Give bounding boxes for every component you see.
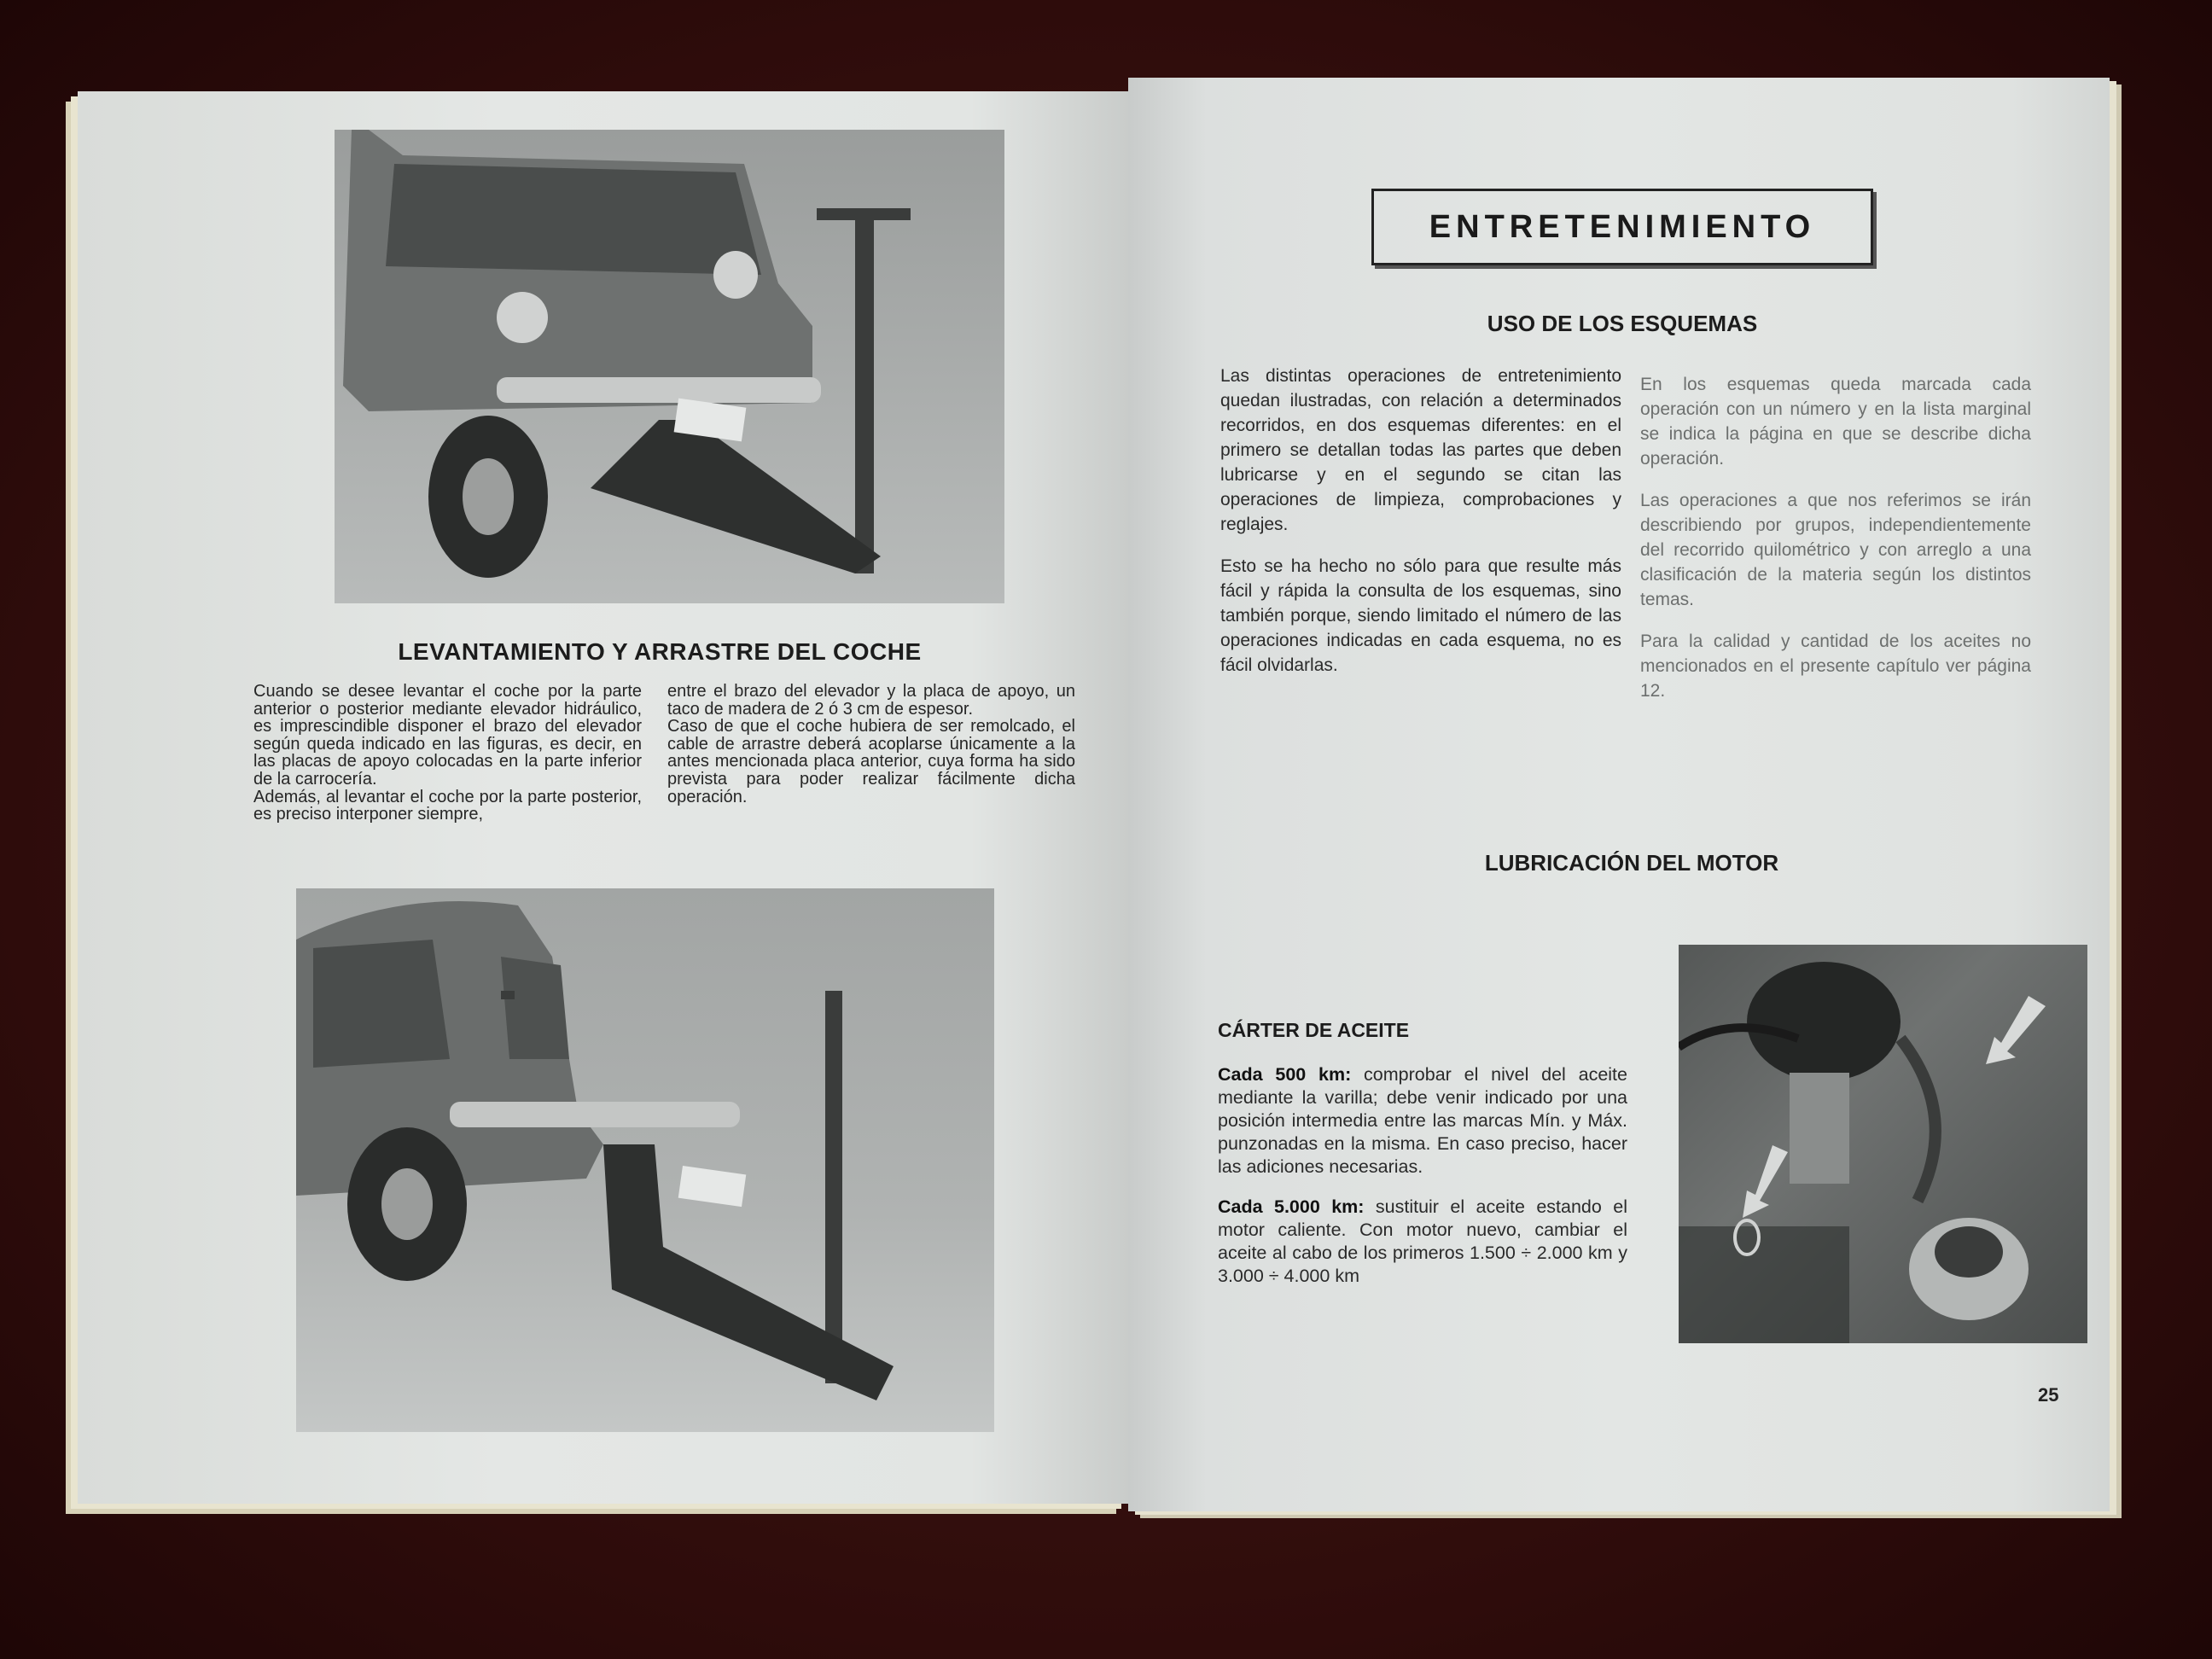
photo-car-rear-lifted (296, 888, 994, 1432)
carter-text (1218, 1063, 1627, 1305)
section-title-levantamiento: LEVANTAMIENTO Y ARRASTRE DEL COCHE (398, 638, 922, 665)
left-text-column-2 (667, 683, 1075, 806)
paragraph: En los esquemas queda marcada cada operación con un número y en la lista marginal se indica la página en que se describe dicha operación. (1640, 375, 2031, 469)
paragraph: Caso de que el coche hubiera de ser remolcado, el cable de arrastre deberá acoplarse únicamente a la antes mencionada placa anterior, cuya forma ha sido prevista para poder realizar fácilmente dicha operación. (667, 717, 1075, 806)
paragraph: Para la calidad y cantidad de los aceites no mencionados en el presente capítulo ver página 12. (1640, 632, 2031, 701)
car-front-illustration (335, 130, 1004, 603)
paragraph: Esto se ha hecho no sólo para que resulte más fácil y rápida la consulta de los esquemas, sino también porque, siendo limitado el número de las operaciones indicadas en cada esquema, no es fácil olvidarlas. (1220, 556, 1621, 675)
text-500km: comprobar el nivel del aceite mediante la varilla; debe venir indicado por una posición intermedia entre las marcas Mín. y Máx. punzonadas en la misma. En caso preciso, hacer las adiciones necesarias. (1218, 1064, 1627, 1177)
paragraph-500km (1218, 1063, 1627, 1179)
right-text-column-2 (1640, 372, 2031, 720)
engine-illustration (1679, 945, 2087, 1343)
subsection-title-carter: CÁRTER DE ACEITE (1218, 1019, 1410, 1041)
label-5000km: Cada 5.000 km: (1218, 1196, 1365, 1217)
paragraph: Las distintas operaciones de entretenimiento quedan ilustradas, con relación a determinados recorridos, en dos esquemas diferentes: en el primero se detallan todas las partes que deben lubricarse y en el segundo se citan las operaciones de limpieza, comprobaciones y reglajes. (1220, 366, 1621, 534)
paragraph-5000km (1218, 1196, 1627, 1288)
car-rear-illustration (296, 888, 994, 1432)
section-title-uso-esquemas: USO DE LOS ESQUEMAS (1487, 311, 1758, 336)
photo-engine (1679, 945, 2087, 1343)
arrow-icon (1986, 996, 2046, 1064)
photo-car-front-lifted (335, 130, 1004, 603)
page-number: 25 (2038, 1384, 2059, 1406)
chapter-title-box (1371, 189, 1873, 265)
paragraph: Cuando se desee levantar el coche por la parte anterior o posterior mediante elevador hidráulico, es imprescindible disponer el brazo del elevador según queda indicado en las figuras, es decir, en las placas de apoyo colocadas en la parte inferior de la carrocería. (253, 682, 642, 789)
paragraph: Las operaciones a que nos referimos se irán describiendo por grupos, independientemente del recorrido quilométrico y con arreglo a una clasificación de la materia según los distintos temas. (1640, 491, 2031, 609)
label-500km: Cada 500 km: (1218, 1064, 1352, 1085)
chapter-title: ENTRETENIMIENTO (1429, 209, 1816, 245)
arrow-icon (1743, 1145, 1788, 1218)
text-5000km: sustituir el aceite estando el motor caliente. Con motor nuevo, cambiar el aceite al cabo de los primeros 1.500 ÷ 2.000 km y 3.000 ÷ 4.000 km (1218, 1196, 1628, 1286)
right-text-column-1 (1220, 364, 1621, 695)
section-title-lubricacion: LUBRICACIÓN DEL MOTOR (1484, 850, 1779, 876)
left-text-column-1 (253, 683, 642, 824)
paragraph: entre el brazo del elevador y la placa de apoyo, un taco de madera de 2 ó 3 cm de espesor. (667, 682, 1075, 719)
paragraph: Además, al levantar el coche por la parte posterior, es preciso interponer siempre, (253, 787, 642, 824)
